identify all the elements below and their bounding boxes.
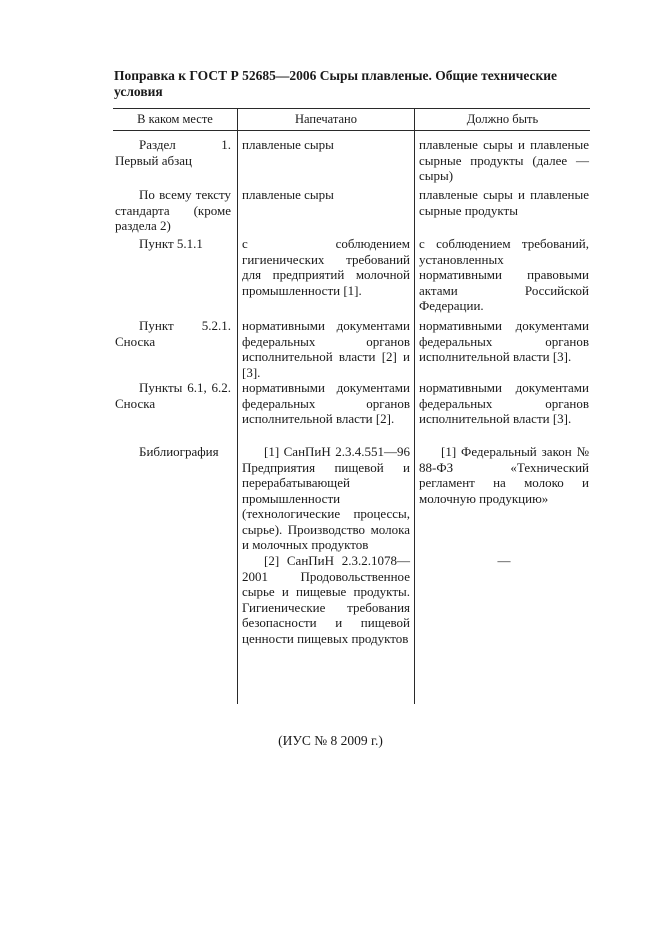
column-divider-2 [414, 108, 415, 704]
row-2-should-be: плавленые сыры и плавленые сырные продукты [419, 187, 589, 218]
header-should-be: Должно быть [466, 112, 539, 126]
row-7-should-be: — [497, 553, 511, 568]
row-6-where: Библиография [139, 444, 219, 459]
amendment-table [113, 108, 590, 704]
column-divider-1 [237, 130, 238, 704]
publication-note: (ИУС № 8 2009 г.) [278, 733, 383, 748]
row-5-where: Пункты 6.1, 6.2. Сноска [115, 380, 231, 411]
row-3-should-be: с соблюдением требований, установленных нормативными правовыми актами Российской Федерации. [419, 236, 589, 313]
row-4-where: Пункт 5.2.1. Сноска [115, 318, 231, 349]
table-top-border [113, 108, 590, 109]
header-printed: Напечатано [295, 112, 357, 126]
row-6-should-be: [1] Федеральный закон № 88-ФЗ «Технический регламент на молоко и молочную продукцию» [419, 444, 589, 506]
header-where: В каком месте [137, 112, 213, 126]
row-2-printed: плавленые сыры [242, 187, 334, 202]
row-3-where: Пункт 5.1.1 [139, 236, 203, 251]
row-1-printed: плавленые сыры [242, 137, 334, 152]
row-6-printed: [1] СанПиН 2.3.4.551—96 Предприятия пищевой и перерабатывающей промышленности (технологические процессы, сырье). Производство молока и молочных продуктов [242, 444, 410, 552]
row-5-printed: нормативными документами федеральных органов исполнительной власти [2]. [242, 380, 410, 426]
row-7-printed: [2] СанПиН 2.3.2.1078—2001 Продовольственное сырье и пищевые продукты. Гигиенические требования безопасности и пищевой ценности пищевых продуктов [242, 553, 410, 646]
row-2-where: По всему тексту стандарта (кроме раздела 2) [115, 187, 231, 233]
row-4-printed: нормативными документами федеральных органов исполнительной власти [2] и [3]. [242, 318, 410, 380]
row-5-should-be: нормативными документами федеральных органов исполнительной власти [3]. [419, 380, 589, 426]
row-1-where: Раздел 1. Первый абзац [115, 137, 231, 168]
row-4-should-be: нормативными документами федеральных органов исполнительной власти [3]. [419, 318, 589, 364]
header-bottom-border [113, 130, 590, 131]
row-3-printed: с соблюдением гигиенических требований для предприятий молочной промышленности [1]. [242, 236, 410, 298]
row-1-should-be: плавленые сыры и плавленые сырные продукты (далее — сыры) [419, 137, 589, 183]
document-title: Поправка к ГОСТ Р 52685—2006 Сыры плавленые. Общие технические условия [114, 68, 558, 99]
